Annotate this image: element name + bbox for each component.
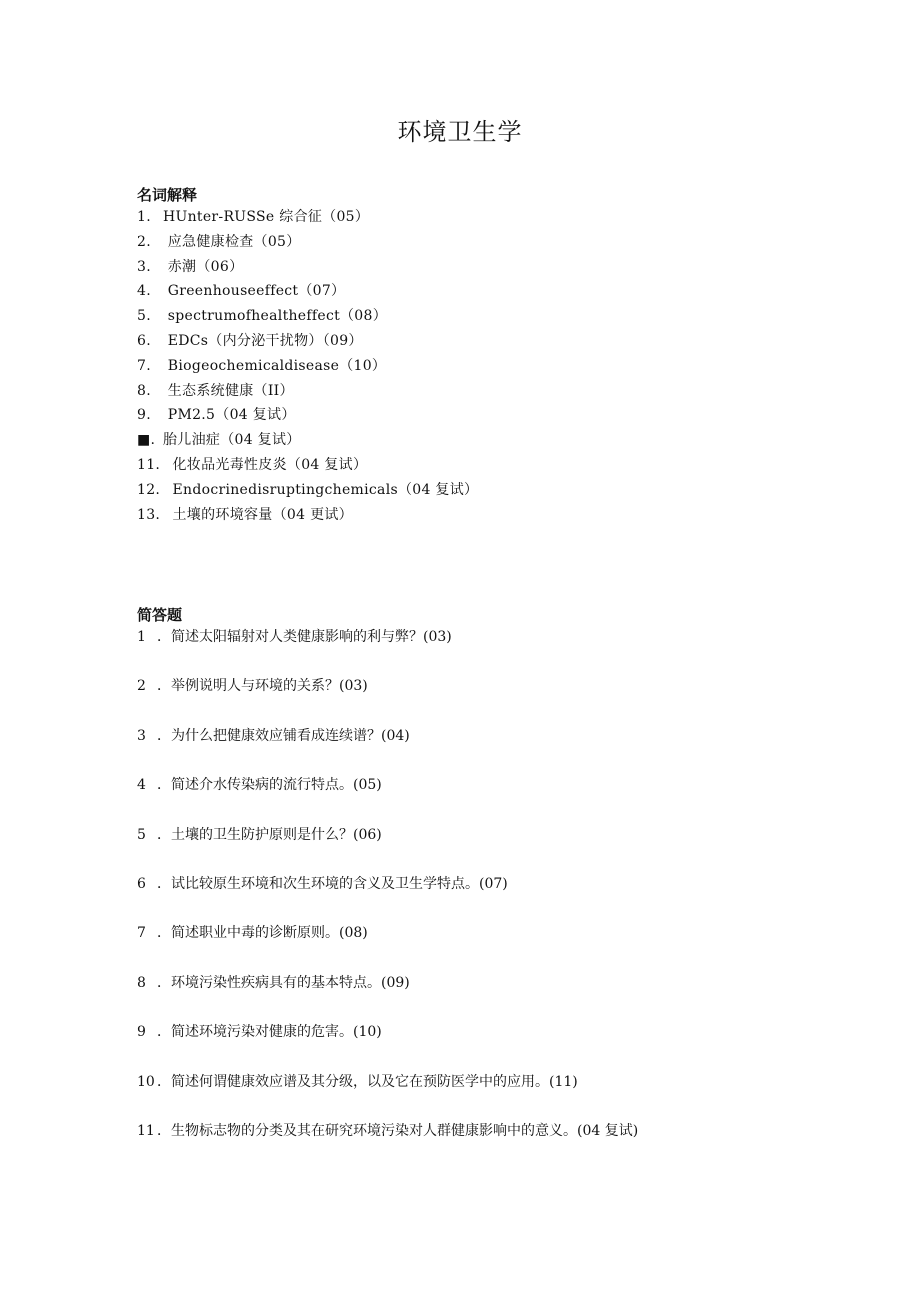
term-item-number: 6. (137, 332, 151, 349)
term-item-text: HUnter-RUSSe 综合征（05） (163, 209, 370, 225)
question-item-number: 3 (137, 727, 146, 744)
term-item (137, 329, 478, 354)
question-item (137, 676, 638, 725)
questions-heading: 简答题 (137, 606, 183, 624)
term-item-text: spectrumofhealtheffect（08） (163, 308, 388, 325)
term-item-text: EDCs（内分泌干扰物）（09） (163, 332, 363, 349)
term-item (137, 503, 478, 528)
question-item-text: ．环境污染性疾病具有的基本特点。(09) (157, 974, 410, 991)
term-item (137, 453, 478, 478)
term-item (137, 279, 478, 304)
term-item-text: 生态系统健康（II） (163, 382, 294, 399)
question-item-number: 2 (137, 678, 146, 695)
question-item-text: ．简述介水传染病的流行特点。(05) (157, 777, 382, 794)
term-item-number: 1. (137, 209, 151, 225)
term-item-text: PM2.5（04 复试） (163, 407, 296, 424)
question-item-text: ．举例说明人与环境的关系？(03) (157, 678, 368, 695)
term-item-text: 赤潮（06） (163, 258, 244, 275)
term-item-number: 12. (137, 481, 161, 498)
term-item-text: 土壤的环境容量（04 更试） (163, 506, 353, 523)
term-item-number: 3. (137, 258, 151, 275)
document-title: 环境卫生学 (397, 118, 523, 146)
term-item-number: 11. (137, 456, 161, 473)
question-item-number: 10 (137, 1073, 155, 1090)
question-item-text: ．为什么把健康效应铺看成连续谱？(04) (157, 727, 410, 744)
questions-list (137, 627, 638, 1170)
term-item-number: 8. (137, 382, 151, 399)
question-item (137, 726, 638, 775)
term-item (137, 354, 478, 379)
term-item (137, 379, 478, 404)
term-item-number: 7. (137, 357, 151, 374)
question-item (137, 825, 638, 874)
term-item-number: 4. (137, 283, 151, 300)
question-item-number: 11 (137, 1122, 155, 1139)
question-item-number: 4 (137, 777, 146, 794)
term-item (137, 255, 478, 280)
question-item (137, 775, 638, 824)
term-item-text: Greenhouseeffect（07） (163, 283, 346, 300)
term-item (137, 304, 478, 329)
term-item-number: 13. (137, 506, 161, 523)
question-item-text: ．简述太阳辐射对人类健康影响的利与弊？(03) (157, 629, 452, 645)
term-item-number: 2. (137, 233, 151, 250)
question-item (137, 1072, 638, 1121)
terms-list (137, 205, 478, 527)
term-item (137, 403, 478, 428)
term-item-number: 5. (137, 308, 151, 325)
question-item-text: ．简述何谓健康效应谱及其分级，以及它在预防医学中的应用。(11) (157, 1073, 578, 1090)
question-item-text: ．简述职业中毒的诊断原则。(08) (157, 925, 368, 942)
term-item-text: 胎儿油症（04 复试） (163, 432, 301, 449)
term-item (137, 230, 478, 255)
question-item-number: 5 (137, 826, 146, 843)
question-item-text: ．简述环境污染对健康的危害。(10) (157, 1024, 382, 1041)
question-item (137, 874, 638, 923)
question-item (137, 1121, 638, 1170)
term-item-text: 化妆品光毒性皮炎（04 复试） (163, 456, 368, 473)
question-item (137, 973, 638, 1022)
term-item-text: Biogeochemicaldisease（10） (163, 357, 387, 374)
question-item-text: ．生物标志物的分类及其在研究环境污染对人群健康影响中的意义。(04 复试) (157, 1122, 639, 1139)
question-item (137, 1022, 638, 1071)
question-item (137, 627, 638, 676)
question-item-number: 9 (137, 1024, 146, 1041)
question-item-text: ．试比较原生环境和次生环境的含义及卫生学特点。(07) (157, 875, 508, 892)
term-item (137, 428, 478, 453)
term-item-text: Endocrinedisruptingchemicals（04 复试） (163, 481, 479, 498)
question-item-number: 1 (137, 629, 146, 645)
question-item-number: 6 (137, 875, 146, 892)
question-item-number: 7 (137, 925, 146, 942)
term-item-number: ■. (137, 432, 156, 449)
terms-heading: 名词解释 (137, 186, 198, 204)
term-item (137, 205, 478, 230)
question-item-number: 8 (137, 974, 146, 991)
term-item (137, 478, 478, 503)
term-item-text: 应急健康检查（05） (163, 233, 301, 250)
question-item-text: ．土壤的卫生防护原则是什么？(06) (157, 826, 382, 843)
question-item (137, 923, 638, 972)
term-item-number: 9. (137, 407, 151, 424)
